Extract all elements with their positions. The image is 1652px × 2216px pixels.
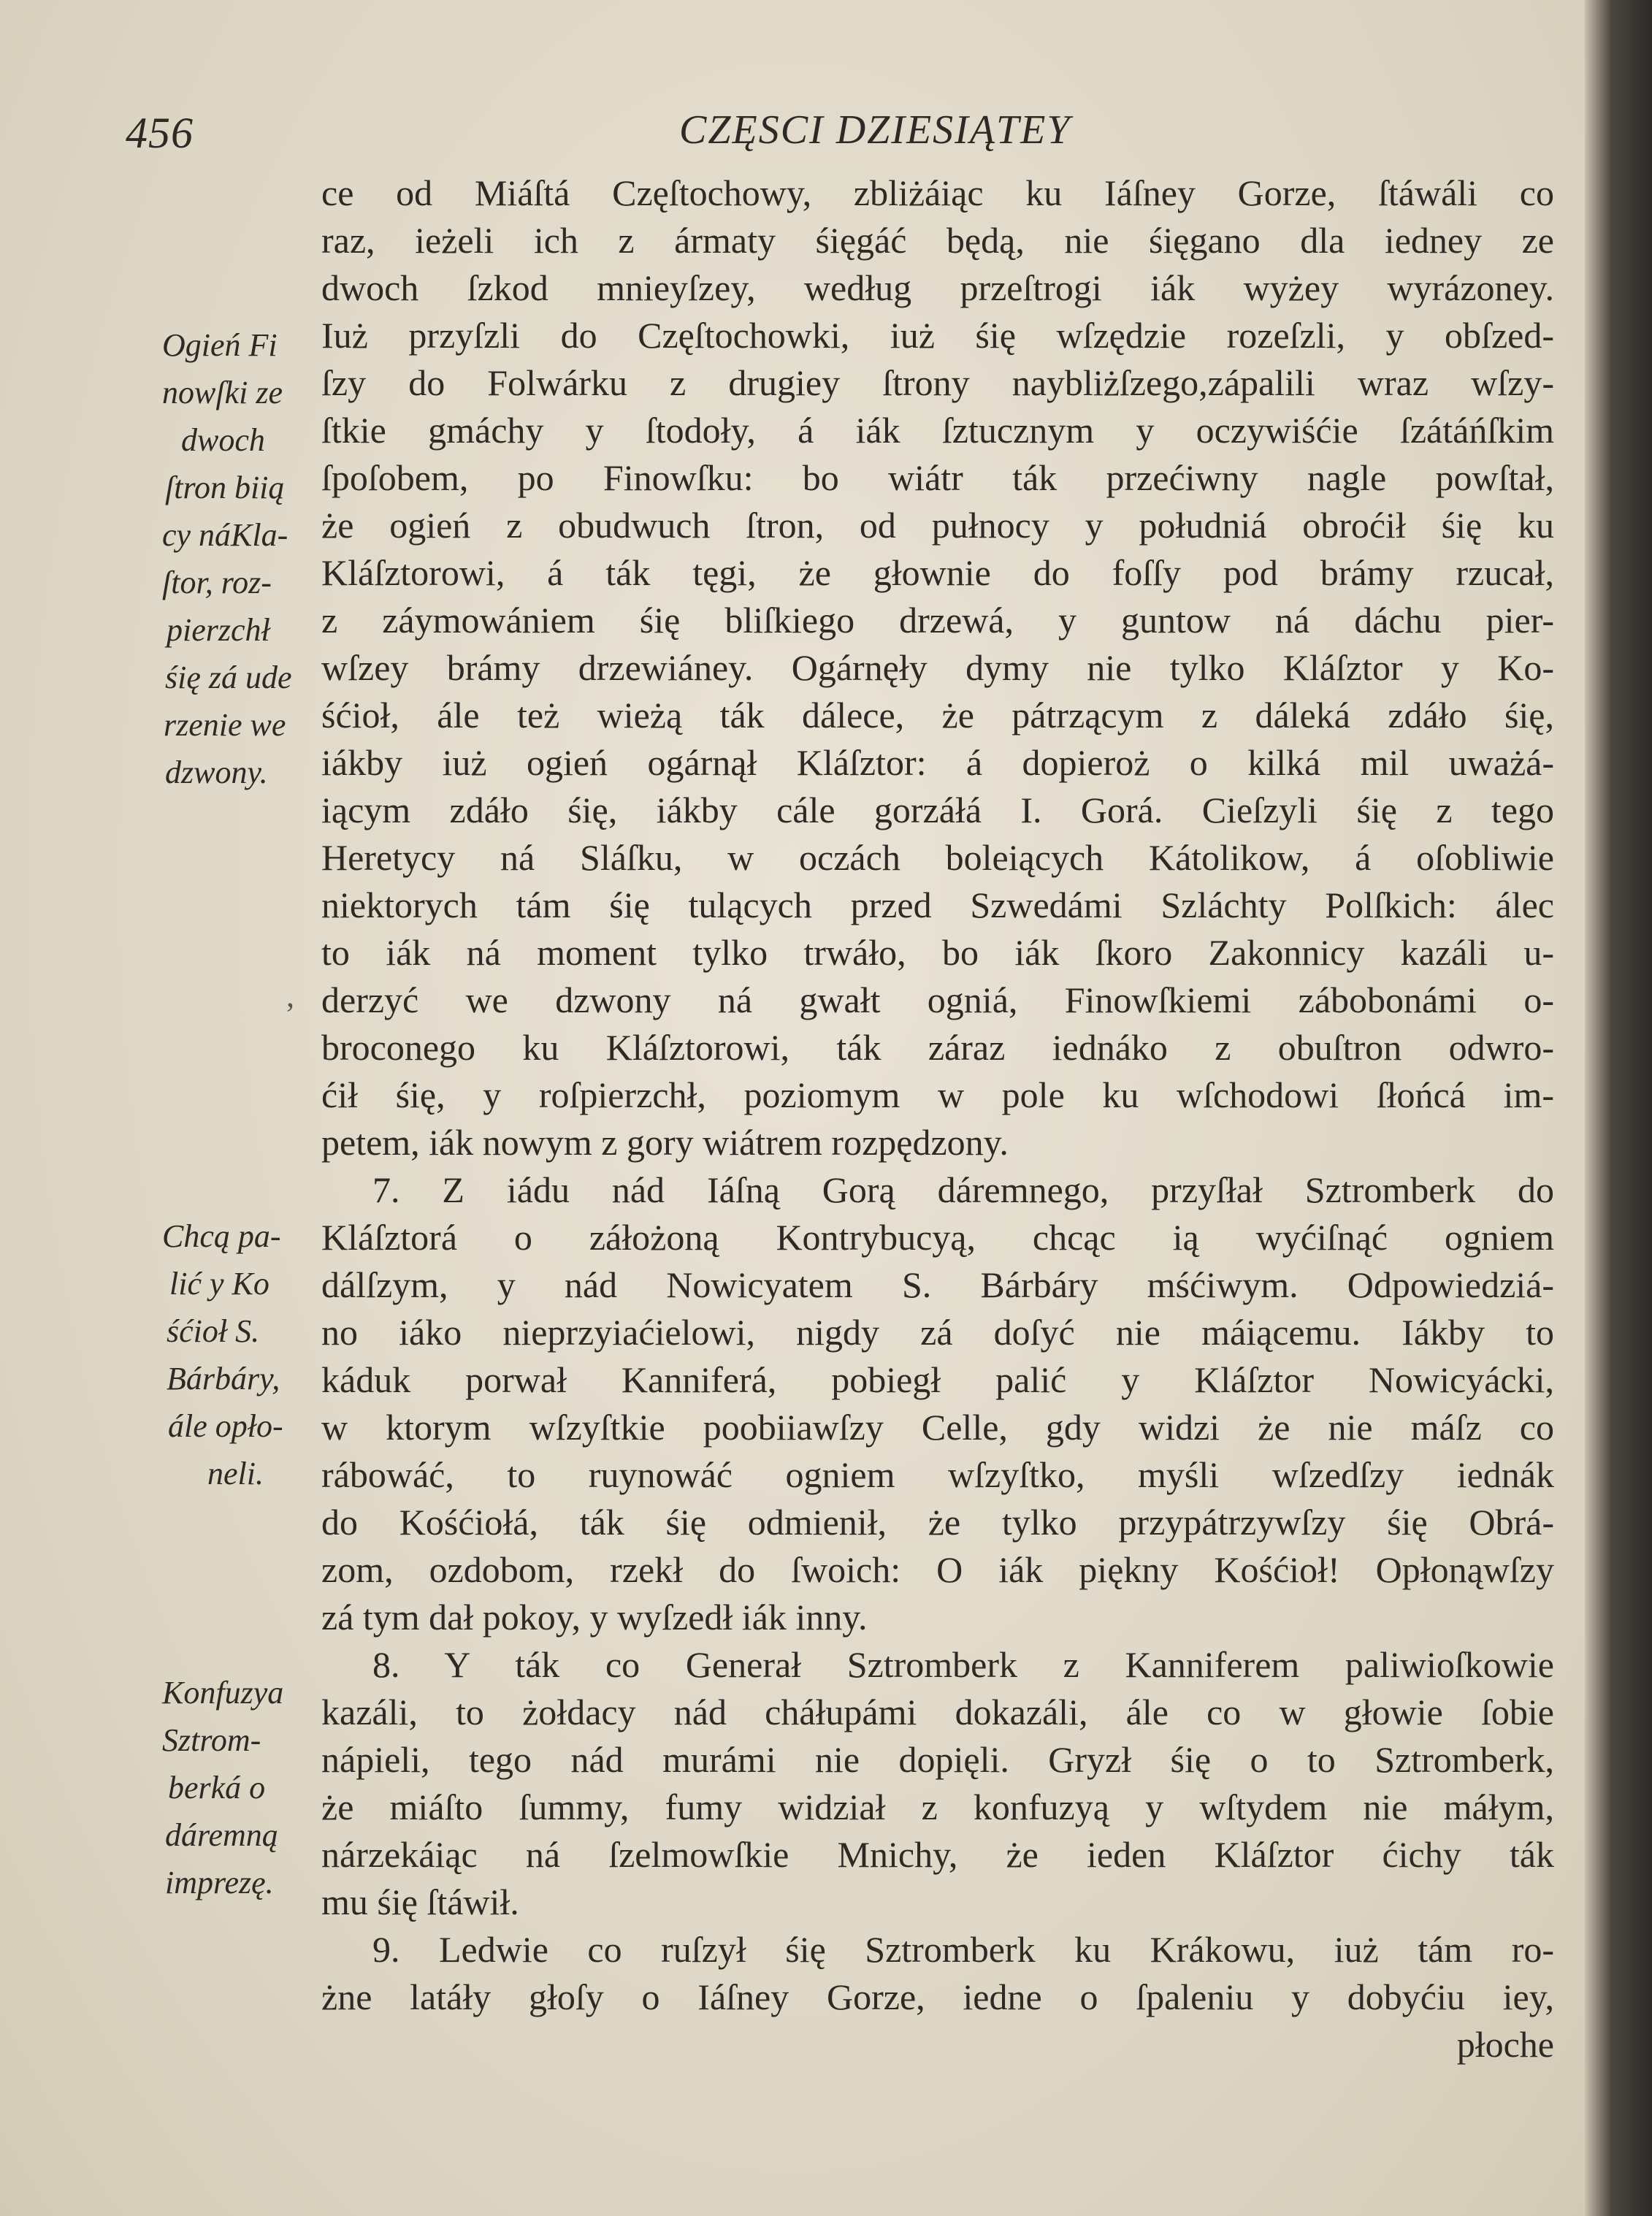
- text-line: śćioł, ále też wieżą ták dálece, że pátrzącym z dáleká zdáło śię,: [321, 695, 1554, 736]
- margin-note-line: ſtor, roz-: [162, 565, 272, 600]
- text-line: dálſzym, y nád Nowicyatem S. Bárbáry mśćiwym. Odpowiedziá-: [321, 1264, 1554, 1305]
- text-line: kazáli, to żołdacy nád cháłupámi dokazáli, ále co w głowie ſobie: [321, 1692, 1554, 1732]
- text-line: no iáko nieprzyiaćielowi, nigdy zá doſyć nie máiącemu. Iákby to: [321, 1312, 1554, 1353]
- text-line: że ogień z obudwuch ſtron, od pułnocy y południá obroćił śię ku: [321, 505, 1554, 546]
- margin-note-line: cy náKla-: [162, 517, 288, 553]
- text-line: ćił śię, y roſpierzchł, poziomym w pole ku wſchodowi ſłońcá im-: [321, 1074, 1554, 1115]
- paragraph-9-start: 9. Ledwie co ruſzył śię Sztromberk ku Krákowu, iuż tám ro-: [372, 1929, 1554, 1970]
- stray-comma-mark: ,: [286, 978, 294, 1014]
- text-line: nárzekáiąc ná ſzelmowſkie Mnichy, że ieden Kláſztor ćichy ták: [321, 1834, 1554, 1875]
- text-line: raz, ieżeli ich z ármaty śięgáć będą, nie śięgano dla iedney ze: [321, 220, 1554, 261]
- margin-note-line: dáremną: [165, 1817, 278, 1853]
- text-line: Kláſztorowi, á ták tęgi, że głownie do foſſy pod brámy rzucał,: [321, 552, 1554, 593]
- text-line: iákby iuż ogień ogárnął Kláſztor: á dopieroż o kilká mil uważá-: [321, 742, 1554, 783]
- text-line: iącym zdáło śię, iákby cále gorzáłá I. Gorá. Cieſzyli śię z tego: [321, 790, 1554, 830]
- text-line: niektorych tám śię tulących przed Szwedámi Szláchty Polſkich: álec: [321, 885, 1554, 925]
- margin-note-line: lić y Ko: [169, 1266, 269, 1302]
- margin-note-line: Konfuzya: [162, 1675, 284, 1711]
- body-text: [321, 169, 1554, 2068]
- margin-note-line: berká o: [168, 1770, 266, 1806]
- margin-note-line: dzwony.: [165, 754, 268, 790]
- margin-note-line: śię zá ude: [165, 660, 292, 695]
- text-line: Heretycy ná Sláſku, w oczách boleiących Kátolikow, á oſobliwie: [321, 837, 1554, 878]
- paragraph-7-start: 7. Z iádu nád Iáſną Gorą dáremnego, przyſłał Sztromberk do: [372, 1169, 1554, 1210]
- text-line: Iuż przyſzli do Częſtochowki, iuż śię wſzędzie rozeſzli, y obſzed-: [321, 315, 1554, 356]
- text-line: broconego ku Kláſztorowi, ták záraz iednáko z obuſtron odwro-: [321, 1027, 1554, 1068]
- margin-note-line: nowſki ze: [162, 375, 283, 410]
- text-line: Kláſztorá o záłożoną Kontrybucyą, chcąc ią wyćiſnąć ogniem: [321, 1217, 1554, 1258]
- text-line: ce od Miáſtá Częſtochowy, zbliżáiąc ku Iáſney Gorze, ſtáwáli co: [321, 172, 1554, 213]
- page-number: 456: [126, 109, 194, 157]
- margin-note-line: rzenie we: [164, 707, 286, 743]
- text-line: petem, iák nowym z gory wiátrem rozpędzony.: [321, 1122, 1009, 1163]
- text-line: káduk porwał Kanniferá, pobiegł palić y Kláſztor Nowicyácki,: [321, 1359, 1554, 1400]
- text-line: wſzey brámy drzewiáney. Ogárnęły dymy nie tylko Kláſztor y Ko-: [321, 647, 1554, 688]
- running-head: CZĘSCI DZIESIĄTEY: [679, 107, 1071, 153]
- margin-note-line: dwoch: [181, 422, 265, 458]
- margin-note-line: Ogień Fi: [162, 327, 278, 363]
- margin-note-line: imprezę.: [165, 1865, 274, 1900]
- text-line: w ktorym wſzyſtkie poobiiawſzy Celle, gdy widzi że nie máſz co: [321, 1407, 1554, 1448]
- margin-note-line: neli.: [207, 1456, 264, 1491]
- text-line: ſzy do Folwárku z drugiey ſtrony naybliżſzego,zápalili wraz wſzy-: [321, 362, 1554, 403]
- margin-note-fire: [162, 321, 323, 796]
- page-edge-shadow: [1585, 0, 1652, 2216]
- text-line: rábowáć, to ruynowáć ogniem wſzyſtko, myśli wſzedſzy iednák: [321, 1454, 1554, 1495]
- margin-note-line: ſtron biią: [165, 470, 285, 505]
- text-line: dwoch ſzkod mnieyſzey, według przeſtrogi iák wyżey wyrázoney.: [321, 267, 1554, 308]
- margin-note-line: ále opło-: [168, 1408, 283, 1444]
- margin-note-line: Bárbáry,: [167, 1361, 280, 1397]
- margin-note-barbara: [162, 1212, 323, 1497]
- margin-note-line: Sztrom-: [162, 1722, 261, 1758]
- text-line: ſpoſobem, po Finowſku: bo wiátr ták przećiwny nagle powſtał,: [321, 457, 1554, 498]
- margin-note-line: pierzchł: [167, 612, 270, 648]
- text-line: że miáſto ſummy, fumy widział z konfuzyą y wſtydem nie máłym,: [321, 1787, 1554, 1827]
- paragraph-8-start: 8. Y ták co Generał Sztromberk z Kanniferem paliwioſkowie: [372, 1644, 1554, 1685]
- margin-note-line: Chcą pa-: [162, 1218, 281, 1254]
- text-line: zom, ozdobom, rzekł do ſwoich: O iák piękny Kośćioł! Opłonąwſzy: [321, 1549, 1554, 1590]
- margin-note-confusion: [162, 1669, 323, 1906]
- text-line: ſtkie gmáchy y ſtodoły, á iák ſztucznym y oczywiśćie ſzátáńſkim: [321, 410, 1554, 451]
- text-line: z záymowániem śię bliſkiego drzewá, y guntow ná dáchu pier-: [321, 600, 1554, 641]
- text-line: zá tym dał pokoy, y wyſzedł iák inny.: [321, 1597, 868, 1638]
- text-line: żne latáły głoſy o Iáſney Gorze, iedne o ſpaleniu y dobyćiu iey,: [321, 1976, 1554, 2017]
- text-line: to iák ná moment tylko trwáło, bo iák ſkoro Zakonnicy kazáli u-: [321, 932, 1554, 973]
- text-line: nápieli, tego nád murámi nie dopięli. Gryzł śię o to Sztromberk,: [321, 1739, 1554, 1780]
- text-line: do Kośćiołá, ták śię odmienił, że tylko przypátrzywſzy śię Obrá-: [321, 1502, 1554, 1543]
- text-line: derzyć we dzwony ná gwałt ogniá, Finowſkiemi zábobonámi o-: [321, 979, 1554, 1020]
- catchword: płoche: [1456, 2024, 1554, 2065]
- text-line: mu śię ſtáwił.: [321, 1881, 519, 1922]
- margin-note-line: śćioł S.: [167, 1313, 260, 1349]
